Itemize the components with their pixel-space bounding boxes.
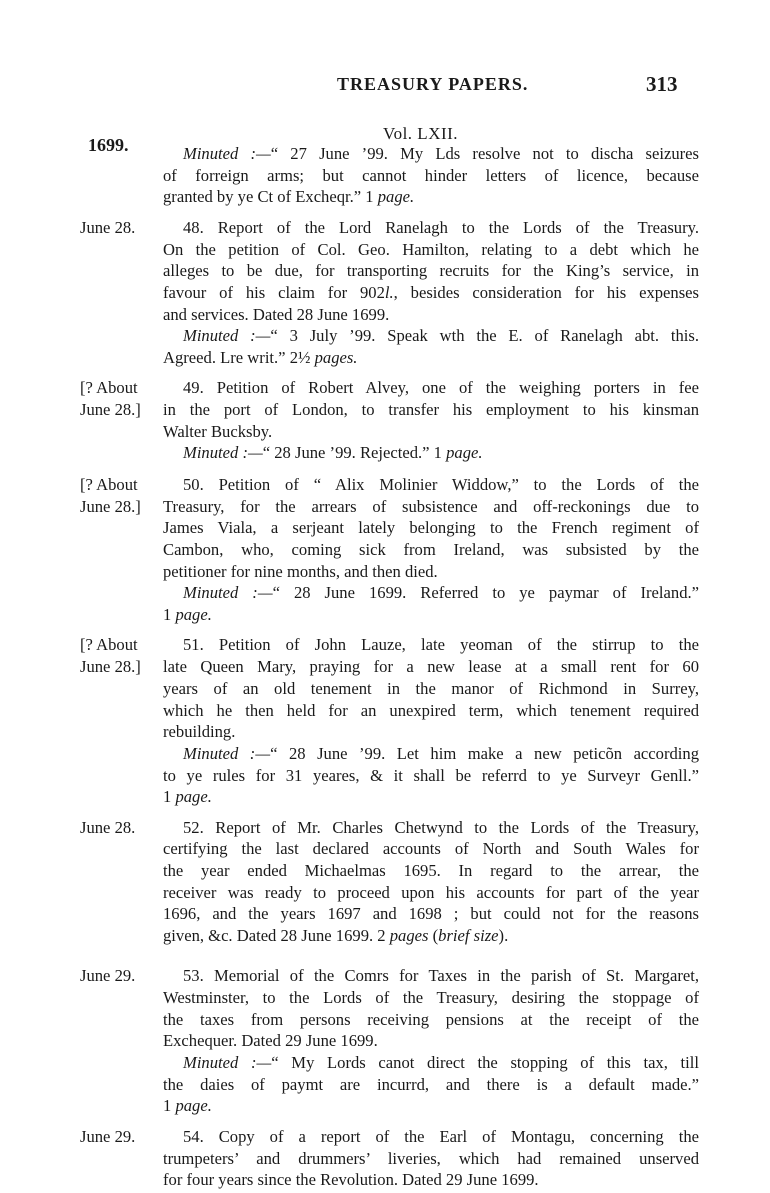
text-line <box>0 347 770 369</box>
text-run: page. <box>175 787 212 806</box>
text-line <box>0 217 770 239</box>
text-line <box>0 442 770 464</box>
text-run: Agreed. Lre writ.” 2½ <box>163 348 315 367</box>
line-text <box>163 347 699 369</box>
text-line <box>0 421 770 443</box>
text-run: “ 28 June 1699. Referred to ye paymar of Ireland.” <box>272 583 700 602</box>
text-run: rebuilding. <box>163 722 236 741</box>
text-line <box>0 186 770 208</box>
text-run: Westminster, to the Lords of the Treasury, desiring the stoppage of <box>163 988 699 1007</box>
text-run: alleges to be due, for transporting recruits for the King’s service, in <box>163 261 699 280</box>
text-run: ( <box>428 926 439 945</box>
line-text <box>163 239 699 261</box>
text-run: “ 28 June ’99. Rejected.” 1 <box>262 443 447 462</box>
line-text <box>163 539 699 561</box>
text-run: Minuted :— <box>183 443 263 462</box>
text-line <box>0 765 770 787</box>
text-run: Cambon, who, coming sick from Ireland, was subsisted by the <box>163 540 699 559</box>
text-line <box>0 539 770 561</box>
text-run: “ 27 June ’99. My Lds resolve not to discha seizures <box>270 144 699 163</box>
text-line <box>0 1030 770 1052</box>
line-text <box>163 1009 699 1031</box>
text-run: 1 <box>163 1096 176 1115</box>
line-text <box>163 1030 699 1052</box>
page-number: 313 <box>646 72 678 96</box>
text-run: trumpeters’ and drummers’ liveries, which had remained unserved <box>163 1149 699 1168</box>
line-text <box>163 678 699 700</box>
line-text <box>163 260 699 282</box>
text-run: 50. Petition of “ Alix Molinier Widdow,” to the Lords of the <box>183 475 699 494</box>
text-run: Minuted :— <box>183 1053 272 1072</box>
text-run: for four years since the Revolution. Dated 29 June 1699. <box>163 1170 539 1189</box>
line-text <box>163 421 699 443</box>
text-line <box>0 1074 770 1096</box>
text-run: Minuted :— <box>183 144 271 163</box>
text-run: given, &c. Dated 28 June 1699. 2 <box>163 926 390 945</box>
text-line <box>0 582 770 604</box>
entry-date: June 28.] <box>80 497 141 516</box>
text-run: pages. <box>314 348 358 367</box>
text-line <box>0 882 770 904</box>
line-text <box>163 304 699 326</box>
text-run: Walter Bucksby. <box>163 422 273 441</box>
text-run: James Viala, a serjeant lately belonging to the French regiment of <box>163 518 699 537</box>
text-line <box>0 721 770 743</box>
line-text <box>163 604 699 626</box>
text-run: “ My Lords canot direct the stopping of this tax, till <box>271 1053 699 1072</box>
text-run: Minuted :— <box>183 583 273 602</box>
text-line <box>0 860 770 882</box>
line-text <box>183 474 699 496</box>
text-run: granted by ye Ct of Excheqr.” 1 <box>163 187 378 206</box>
line-text <box>163 700 699 722</box>
text-run: page. <box>175 1096 212 1115</box>
text-run: Treasury, for the arrears of subsistence and off-reckonings due to <box>163 497 699 516</box>
line-text <box>163 1169 699 1191</box>
text-line <box>0 496 770 518</box>
text-line <box>0 903 770 925</box>
text-run: l. <box>384 283 394 302</box>
text-run: Minuted :— <box>183 744 271 763</box>
entry-date: [? About <box>80 475 138 494</box>
line-text <box>183 217 699 239</box>
line-text <box>163 860 699 882</box>
text-line <box>0 987 770 1009</box>
text-run: which he then held for an unexpired term, which tenement required <box>163 701 699 720</box>
line-text <box>163 1074 699 1096</box>
text-line <box>0 239 770 261</box>
running-header-title: TREASURY PAPERS. <box>337 74 529 94</box>
text-run: 1 <box>163 787 176 806</box>
line-text <box>183 377 699 399</box>
line-text <box>183 1052 699 1074</box>
text-run: ). <box>498 926 509 945</box>
line-text <box>163 282 699 304</box>
text-line <box>0 817 770 839</box>
text-run: 51. Petition of John Lauze, late yeoman of the stirrup to the <box>183 635 699 654</box>
text-run: “ 3 July ’99. Speak wth the E. of Ranelagh abt. this. <box>270 326 699 345</box>
text-line <box>0 838 770 860</box>
text-run: 53. Memorial of the Comrs for Taxes in the parish of St. Margaret, <box>183 966 699 985</box>
text-run: page. <box>377 187 415 206</box>
text-run: receiver was ready to proceed upon his accounts for part of the year <box>163 883 699 902</box>
line-text <box>183 325 699 347</box>
line-text <box>183 582 699 604</box>
text-run: , besides consideration for his expenses <box>393 283 699 302</box>
year-label: 1699. <box>88 135 129 155</box>
line-text <box>183 143 699 165</box>
text-run: page. <box>446 443 483 462</box>
text-run: in the port of London, to transfer his employment to his kinsman <box>163 400 699 419</box>
text-run: and services. Dated 28 June 1699. <box>163 305 390 324</box>
text-line <box>0 634 770 656</box>
text-line <box>0 260 770 282</box>
text-run: Minuted :— <box>183 326 271 345</box>
text-run: brief size <box>438 926 499 945</box>
text-run: favour of his claim for 902 <box>163 283 385 302</box>
line-text <box>163 496 699 518</box>
text-run: certifying the last declared accounts of North and South Wales for <box>163 839 699 858</box>
text-line <box>0 743 770 765</box>
text-line <box>0 925 770 947</box>
line-text <box>163 987 699 1009</box>
text-run: to ye rules for 31 yeares, & it shall be referrd to ye Surveyr Genll.” <box>163 766 699 785</box>
line-text <box>163 399 699 421</box>
text-run: late Queen Mary, praying for a new lease at a small rent for 60 <box>163 657 699 676</box>
text-run: “ 28 June ’99. Let him make a new peticõn according <box>270 744 699 763</box>
text-line <box>0 1169 770 1191</box>
text-line <box>0 1095 770 1117</box>
text-line <box>0 143 770 165</box>
line-text <box>163 186 699 208</box>
text-line <box>0 282 770 304</box>
text-run: 49. Petition of Robert Alvey, one of the weighing porters in fee <box>183 378 699 397</box>
text-line <box>0 165 770 187</box>
text-line <box>0 1009 770 1031</box>
text-line <box>0 1126 770 1148</box>
text-run: of forreign arms; but cannot hinder letters of licence, because <box>163 166 699 185</box>
line-text <box>163 1148 699 1170</box>
entry-date: June 29. <box>80 966 136 985</box>
text-line <box>0 377 770 399</box>
text-run: petitioner for nine months, and then died. <box>163 562 438 581</box>
line-text <box>163 561 699 583</box>
text-line <box>0 700 770 722</box>
text-line <box>0 304 770 326</box>
text-run: 1696, and the years 1697 and 1698 ; but could not for the reasons <box>163 904 699 923</box>
text-run: 54. Copy of a report of the Earl of Montagu, concerning the <box>183 1127 699 1146</box>
text-line <box>0 786 770 808</box>
text-line <box>0 1052 770 1074</box>
line-text <box>163 882 699 904</box>
text-line <box>0 325 770 347</box>
text-line <box>0 399 770 421</box>
text-line <box>0 604 770 626</box>
text-line <box>0 517 770 539</box>
line-text <box>163 925 699 947</box>
entry-date: June 28.] <box>80 400 141 419</box>
text-line <box>0 965 770 987</box>
text-run: the daies of paymt are incurrd, and there is a default made.” <box>163 1075 699 1094</box>
line-text <box>183 817 699 839</box>
line-text <box>163 786 699 808</box>
volume-label: Vol. LXII. <box>383 124 459 143</box>
entry-date: June 28. <box>80 218 136 237</box>
text-run: pages <box>389 926 429 945</box>
entry-date: June 29. <box>80 1127 136 1146</box>
text-run: 48. Report of the Lord Ranelagh to the Lords of the Treasury. <box>183 218 699 237</box>
entry-date: [? About <box>80 635 138 654</box>
line-text <box>163 903 699 925</box>
line-text <box>163 165 699 187</box>
line-text <box>183 1126 699 1148</box>
text-line <box>0 656 770 678</box>
line-text <box>163 765 699 787</box>
text-run: 1 <box>163 605 176 624</box>
line-text <box>163 656 699 678</box>
text-run: the year ended Michaelmas 1695. In regard to the arrear, the <box>163 861 699 880</box>
text-run: 52. Report of Mr. Charles Chetwynd to the Lords of the Treasury, <box>183 818 699 837</box>
text-run: the taxes from persons receiving pensions at the receipt of the <box>163 1010 699 1029</box>
line-text <box>163 1095 699 1117</box>
line-text <box>183 965 699 987</box>
line-text <box>183 634 699 656</box>
text-line <box>0 561 770 583</box>
text-run: years of an old tenement in the manor of Richmond in Surrey, <box>163 679 699 698</box>
line-text <box>163 721 699 743</box>
text-run: On the petition of Col. Geo. Hamilton, relating to a debt which he <box>163 240 699 259</box>
line-text <box>163 838 699 860</box>
line-text <box>163 517 699 539</box>
text-run: Exchequer. Dated 29 June 1699. <box>163 1031 378 1050</box>
text-run: page. <box>175 605 212 624</box>
text-line <box>0 678 770 700</box>
line-text <box>183 743 699 765</box>
entry-date: [? About <box>80 378 138 397</box>
entry-date: June 28.] <box>80 657 141 676</box>
text-line <box>0 474 770 496</box>
line-text <box>183 442 699 464</box>
entry-date: June 28. <box>80 818 136 837</box>
text-line <box>0 1148 770 1170</box>
